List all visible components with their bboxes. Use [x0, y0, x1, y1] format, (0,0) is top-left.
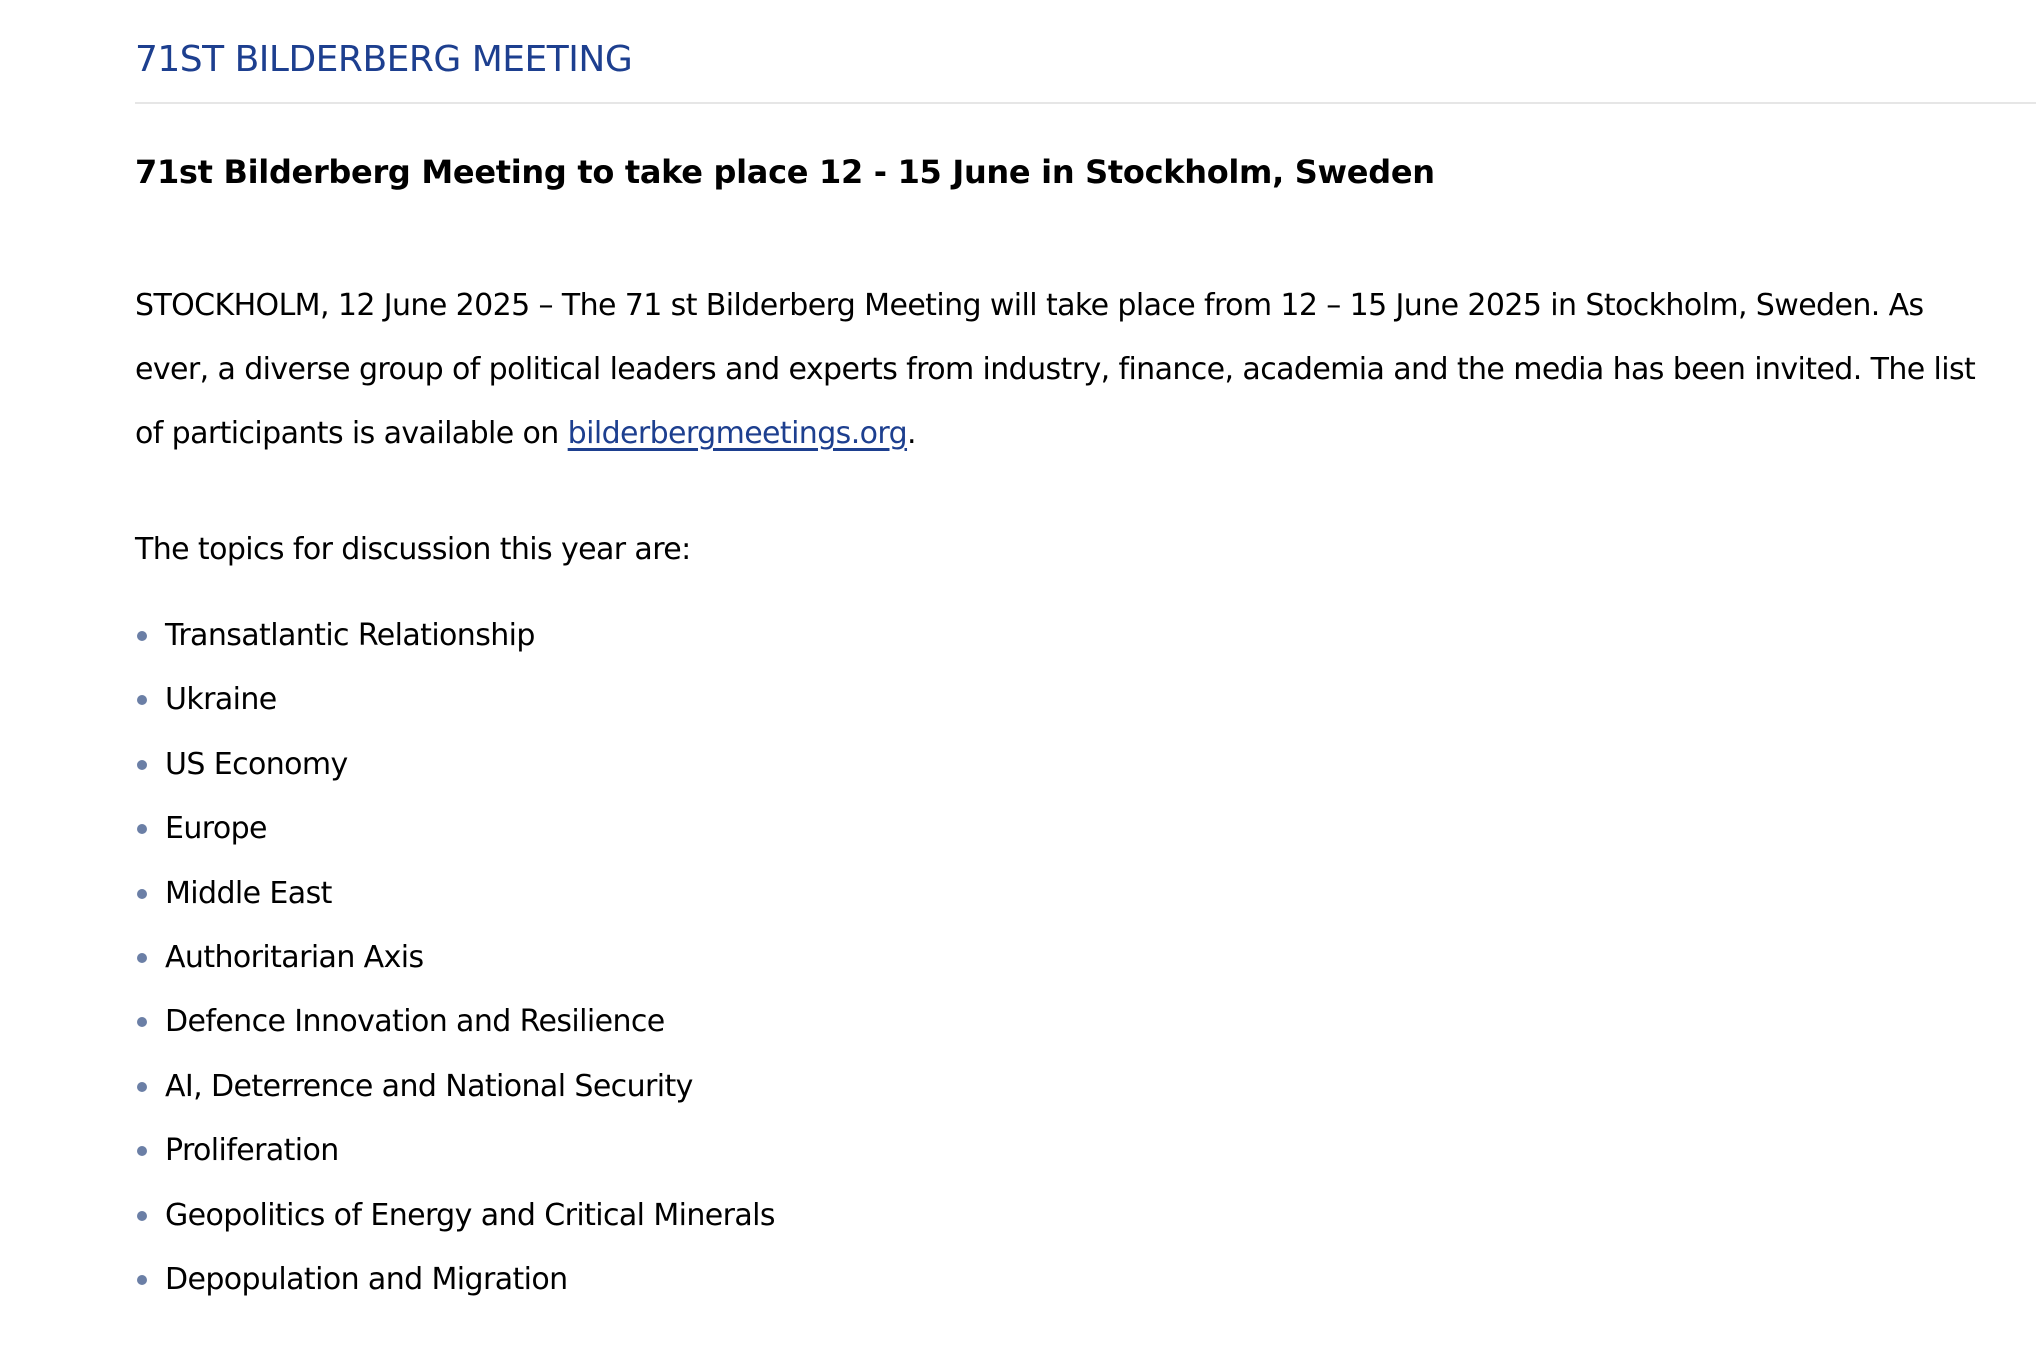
topic-label: Ukraine — [165, 682, 277, 718]
bullet-icon — [137, 760, 147, 770]
list-item — [135, 1002, 2036, 1066]
bullet-icon — [137, 889, 147, 899]
list-item — [135, 1067, 2036, 1131]
article — [135, 0, 2036, 1324]
list-item — [135, 874, 2036, 938]
bullet-icon — [137, 695, 147, 705]
topic-label: Defence Innovation and Resilience — [165, 1004, 665, 1040]
bullet-icon — [137, 1211, 147, 1221]
topics-intro: The topics for discussion this year are: — [135, 532, 691, 567]
bullet-icon — [137, 1082, 147, 1092]
bullet-icon — [137, 824, 147, 834]
bullet-icon — [137, 1017, 147, 1027]
intro-text: STOCKHOLM, 12 June 2025 – The 71 st Bilderberg Meeting will take place from 12 – 15 June 2025 in Stockholm, Sweden. As ever, a diverse group of political leaders and experts from industry, finance, academia and the media has been invited. The list of participants is available on — [135, 288, 1976, 451]
topic-label: Middle East — [165, 875, 332, 911]
list-item — [135, 745, 2036, 809]
list-item — [135, 1260, 2036, 1324]
list-item — [135, 809, 2036, 873]
topic-label: Depopulation and Migration — [165, 1261, 568, 1297]
topic-label: Authoritarian Axis — [165, 939, 424, 975]
bullet-icon — [137, 1146, 147, 1156]
participants-link[interactable]: bilderbergmeetings.org — [567, 416, 908, 451]
list-item — [135, 680, 2036, 744]
intro-paragraph — [135, 274, 2036, 466]
intro-trailing: . — [907, 416, 916, 451]
topic-label: Proliferation — [165, 1133, 339, 1169]
divider — [135, 102, 2036, 104]
headline: 71st Bilderberg Meeting to take place 12 - 15 June in Stockholm, Sweden — [135, 153, 1435, 191]
bullet-icon — [137, 631, 147, 641]
bullet-icon — [137, 1275, 147, 1285]
topic-label: Transatlantic Relationship — [165, 618, 535, 653]
topics-list — [135, 616, 2036, 1324]
topic-label: AI, Deterrence and National Security — [165, 1068, 693, 1104]
list-item — [135, 1131, 2036, 1195]
topic-label: US Economy — [165, 746, 348, 782]
topic-label: Geopolitics of Energy and Critical Minerals — [165, 1197, 775, 1233]
list-item — [135, 616, 2036, 680]
list-item — [135, 938, 2036, 1002]
topic-label: Europe — [165, 811, 267, 847]
list-item — [135, 1196, 2036, 1260]
section-title: 71ST BILDERBERG MEETING — [135, 39, 633, 80]
bullet-icon — [137, 953, 147, 963]
